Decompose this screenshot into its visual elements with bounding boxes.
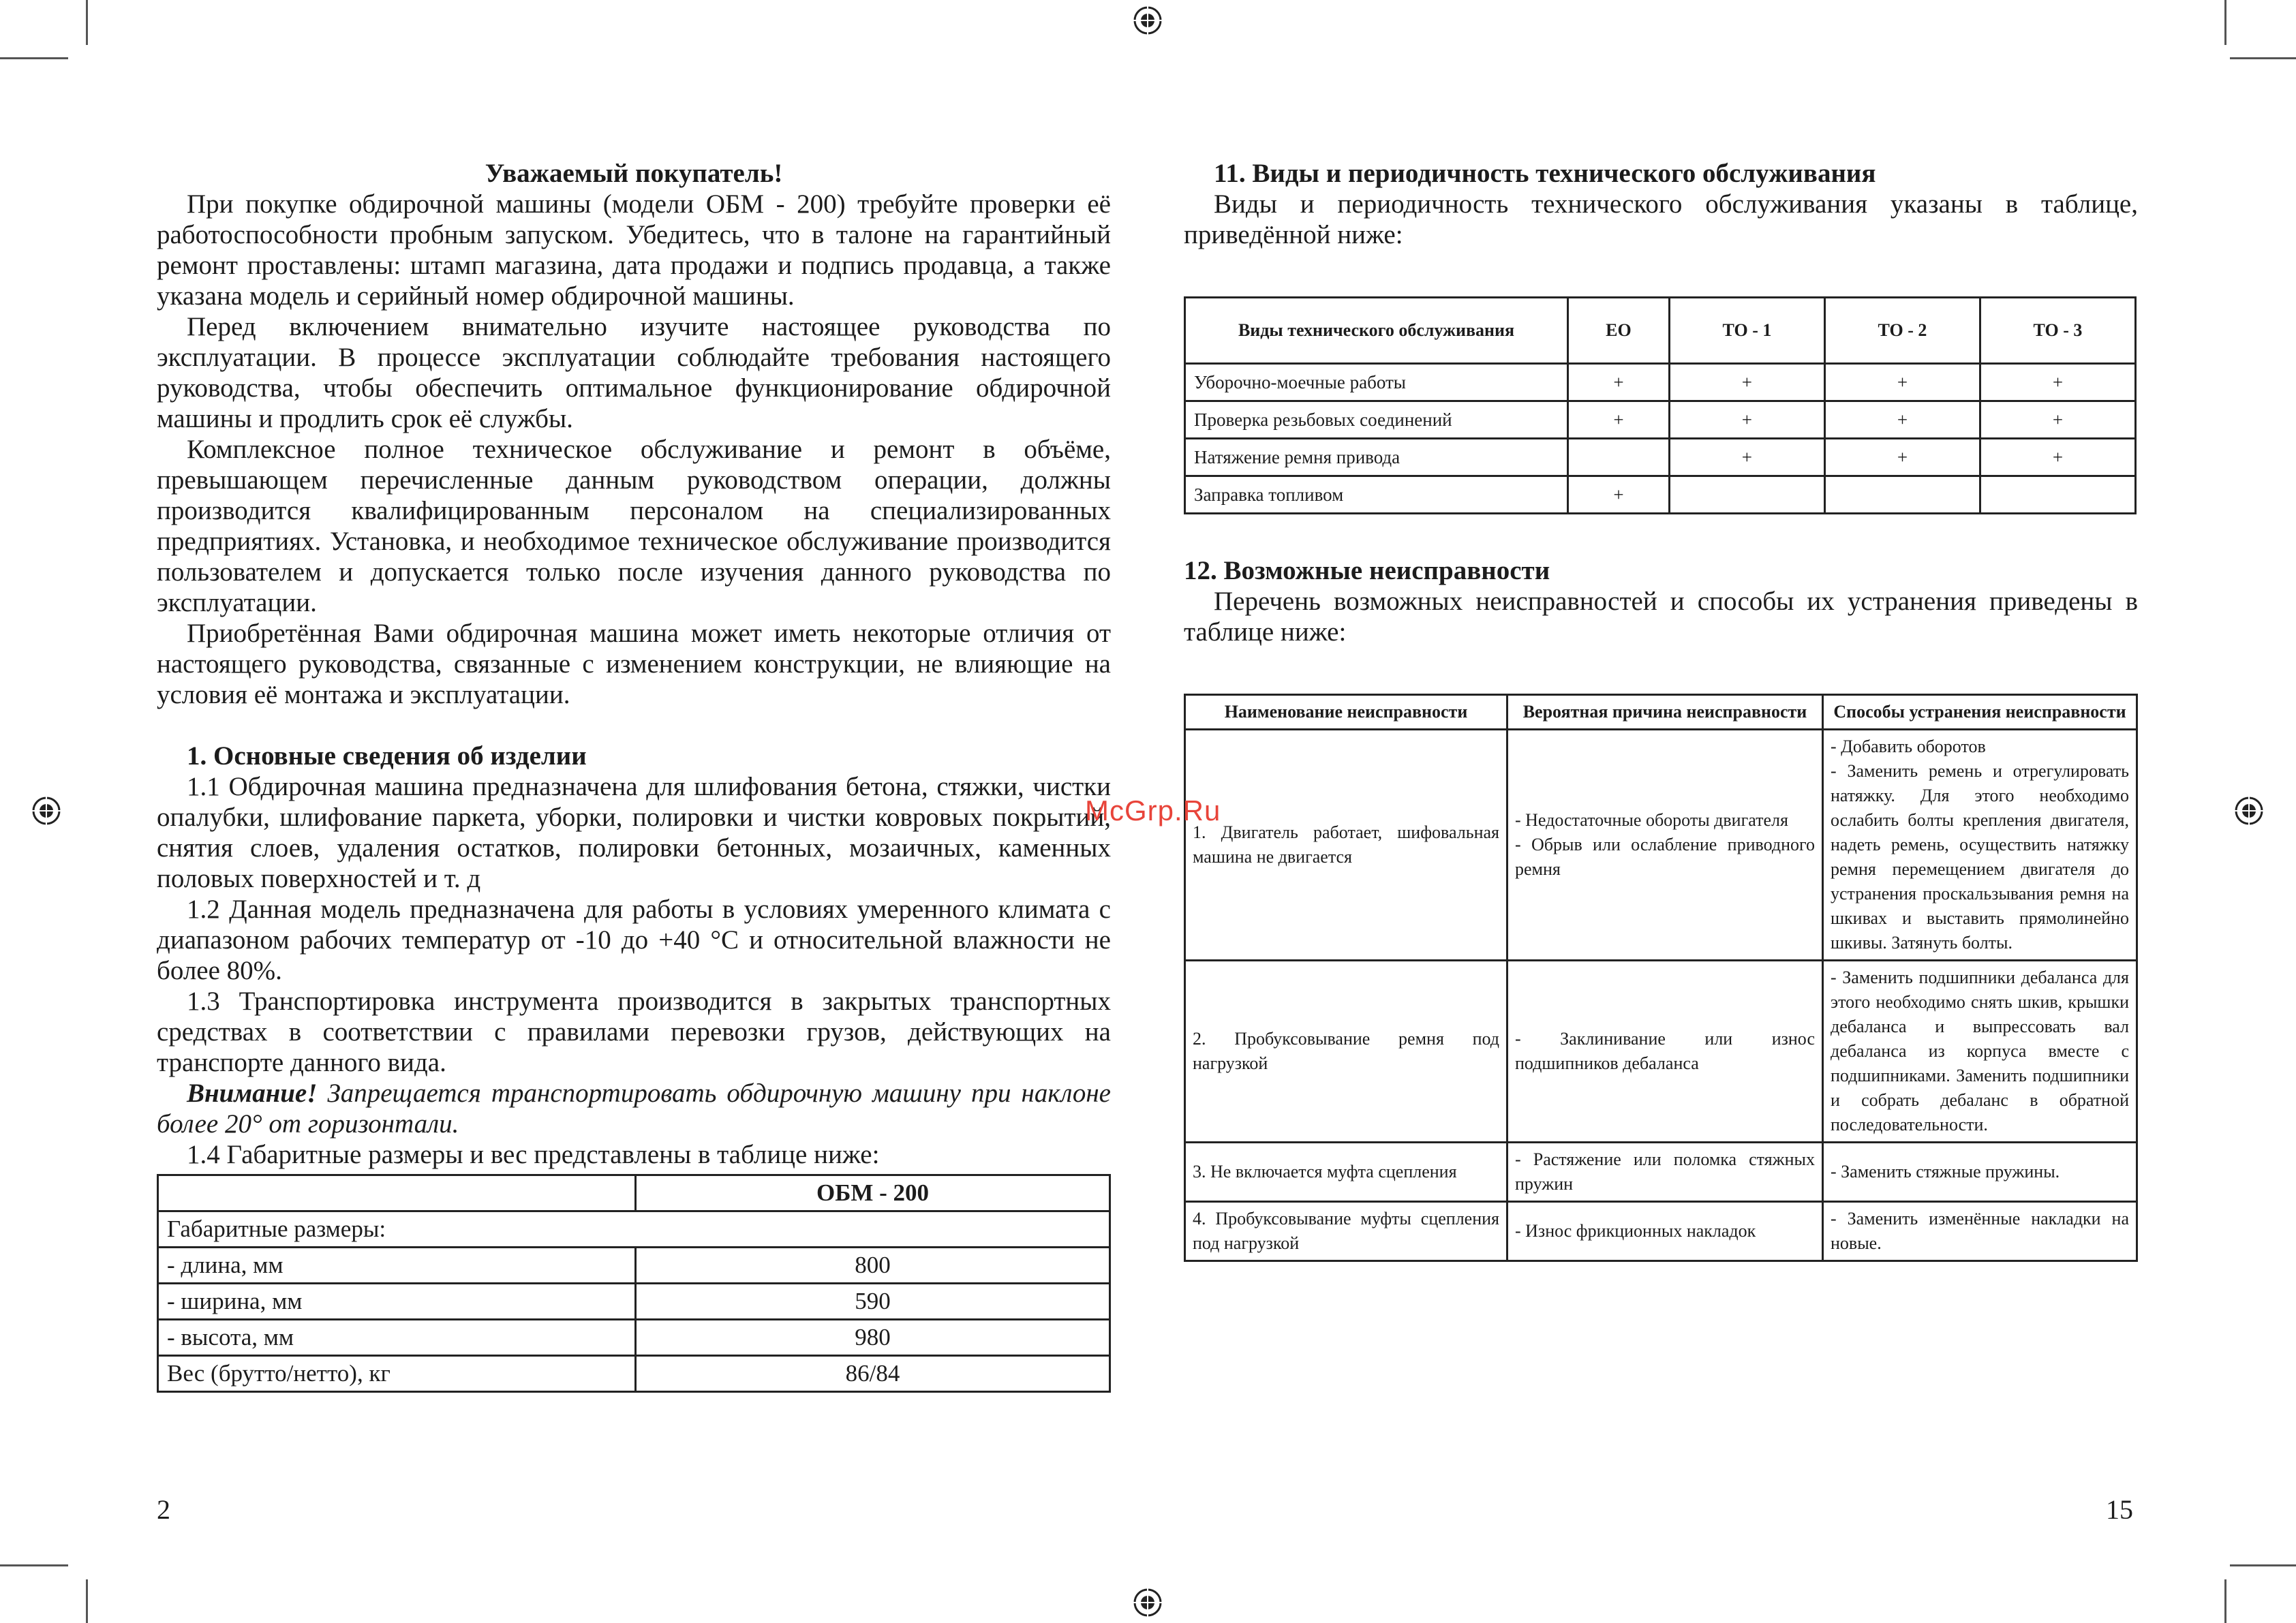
table-row [1185, 695, 2137, 730]
table-cell [1669, 476, 1824, 514]
table-cell: + [1568, 364, 1670, 401]
page-number-right: 15 [2106, 1494, 2133, 1525]
table-row [158, 1211, 1110, 1248]
section-11-text: Виды и периодичность технического обслуживания указаны в таблице, приведённой ниже: [1184, 189, 2138, 249]
table-header: Вероятная причина неисправности [1507, 695, 1823, 730]
registration-mark-icon [1133, 5, 1163, 35]
section-1-title: 1. Основные сведения об изделии [187, 741, 587, 771]
crop-mark [2230, 57, 2296, 59]
table-row [1185, 476, 2136, 514]
table-row [158, 1320, 1110, 1356]
table-cell [1980, 476, 2135, 514]
intro-paragraph: Приобретённая Вами обдирочная машина может иметь некоторые отличия от настоящего руководства, связанные с изменением конструкции, не влияющие на условия её монтажа и эксплуатации. [157, 619, 1111, 709]
crop-mark [0, 57, 68, 59]
warning-text: Запрещается транспортировать обдирочную машину при наклоне более 20° от горизонтали. [157, 1079, 1111, 1139]
dims-intro: 1.4 Габаритные размеры и вес представлены в таблице ниже: [187, 1140, 880, 1169]
faults-table [1184, 694, 2138, 1262]
table-row [158, 1175, 1110, 1211]
fault-cause: - Заклинивание или износ подшипников дебаланса [1507, 961, 1823, 1143]
table-header: ОБМ - 200 [636, 1175, 1110, 1211]
transport-warning [157, 1078, 1111, 1139]
table-row [1185, 1202, 2137, 1261]
table-cell-value: 86/84 [636, 1356, 1110, 1392]
table-cell: + [1980, 364, 2135, 401]
table-cell: + [1669, 439, 1824, 476]
table-header: ЕО [1568, 298, 1670, 364]
section-1-paragraph: 1.2 Данная модель предназначена для работы в условиях умеренного климата с диапазоном рабочих температур от -10 до +40 °С и относительной влажности не более 80%. [157, 895, 1111, 985]
table-cell-label: - ширина, мм [158, 1284, 636, 1320]
table-row [1185, 298, 2136, 364]
table-cell: + [1824, 364, 1980, 401]
section-12-text: Перечень возможных неисправностей и способы их устранения приведены в таблице ниже: [1184, 587, 2138, 647]
crop-mark [2224, 1579, 2226, 1623]
table-header: Виды технического обслуживания [1185, 298, 1568, 364]
table-cell [1568, 439, 1670, 476]
crop-mark [86, 0, 88, 45]
table-cell: + [1824, 439, 1980, 476]
table-row [1185, 364, 2136, 401]
table-row [158, 1356, 1110, 1392]
table-header: ТО - 2 [1824, 298, 1980, 364]
table-cell: Уборочно-моечные работы [1185, 364, 1568, 401]
warning-label: Внимание! [187, 1079, 318, 1108]
table-group-label: Габаритные размеры: [158, 1211, 1110, 1248]
fault-name: 2. Пробуксовывание ремня под нагрузкой [1185, 961, 1507, 1143]
table-cell-label: - длина, мм [158, 1248, 636, 1284]
table-cell-value: 980 [636, 1320, 1110, 1356]
table-cell-label: Вес (брутто/нетто), кг [158, 1356, 636, 1392]
table-cell-value: 800 [636, 1248, 1110, 1284]
intro-paragraph: При покупке обдирочной машины (модели ОБМ - 200) требуйте проверки её работоспособности пробным запуском. Убедитесь, что в талоне на гарантийный ремонт проставлены: штамп магазина, дата продажи и подпись продавца, а также указана модель и серийный номер обдирочной машины. [157, 189, 1111, 311]
fault-name: 4. Пробуксовывание муфты сцепления под нагрузкой [1185, 1202, 1507, 1261]
table-cell: + [1669, 364, 1824, 401]
crop-mark [0, 1564, 68, 1566]
crop-mark [2224, 0, 2226, 45]
crop-mark [2230, 1564, 2296, 1566]
table-cell-value: 590 [636, 1284, 1110, 1320]
greeting-heading: Уважаемый покупатель! [485, 159, 783, 188]
fault-name: 3. Не включается муфта сцепления [1185, 1143, 1507, 1202]
table-cell: + [1568, 401, 1670, 439]
table-row [1185, 401, 2136, 439]
registration-mark-icon [1133, 1588, 1163, 1618]
table-cell [1824, 476, 1980, 514]
table-row [158, 1248, 1110, 1284]
table-cell: Проверка резьбовых соединений [1185, 401, 1568, 439]
dimensions-table [157, 1174, 1111, 1393]
watermark-link[interactable]: McGrp.Ru [1085, 794, 1221, 826]
fault-cause: - Недостаточные обороты двигателя - Обрыв или ослабление приводного ремня [1507, 730, 1823, 961]
table-header: ТО - 1 [1669, 298, 1824, 364]
table-row [1185, 730, 2137, 961]
table-cell: Натяжение ремня привода [1185, 439, 1568, 476]
intro-paragraph: Перед включением внимательно изучите настоящее руководства по эксплуатации. В процессе эксплуатации соблюдайте требования настоящего руководства, чтобы обеспечить оптимальное функционирование обдирочной машины и продлить срок её службы. [157, 312, 1111, 433]
table-header: Наименование неисправности [1185, 695, 1507, 730]
table-cell: + [1669, 401, 1824, 439]
table-cell: + [1824, 401, 1980, 439]
fault-fix: - Заменить подшипники дебаланса для этого необходимо снять шкив, крышки дебаланса и выпрессовать вал дебаланса из корпуса вместе с подшипниками. Заменить подшипники и собрать дебаланс в обратной последовательности. [1823, 961, 2137, 1143]
fault-cause: - Растяжение или поломка стяжных пружин [1507, 1143, 1823, 1202]
section-1-paragraph: 1.3 Транспортировка инструмента производится в закрытых транспортных средствах в соответствии с правилами перевозки грузов, действующих на транспорте данного вида. [157, 987, 1111, 1077]
table-cell: + [1568, 476, 1670, 514]
section-11-title: 11. Виды и периодичность технического обслуживания [1214, 159, 1876, 188]
table-header: ТО - 3 [1980, 298, 2135, 364]
table-cell: + [1980, 439, 2135, 476]
left-page [157, 158, 1111, 1393]
intro-paragraph: Комплексное полное техническое обслуживание и ремонт в объёме, превышающем перечисленные данным руководством операции, должны производится квалифицированным персоналом на специализированных предприятиях. Установка, и необходимое техническое обслуживание производится пользователем и допускается только после изучения данного руководства по эксплуатации. [157, 435, 1111, 617]
maintenance-table [1184, 296, 2137, 514]
crop-mark [86, 1579, 88, 1623]
fault-name: 1. Двигатель работает, шифовальная машина не двигается [1185, 730, 1507, 961]
fault-cause: - Износ фрикционных накладок [1507, 1202, 1823, 1261]
table-row [1185, 1143, 2137, 1202]
table-row [1185, 439, 2136, 476]
right-page [1184, 158, 2138, 1262]
table-cell: + [1980, 401, 2135, 439]
fault-fix: - Добавить оборотов - Заменить ремень и отрегулировать натяжку. Для этого необходимо ослабить болты крепления двигателя, надеть ремень, осуществить натяжку ремня перемещением двигателя до устранения проскальзывания ремня на шкивах и выставить прямолинейно шкивы. Затянуть болты. [1823, 730, 2137, 961]
table-row [158, 1284, 1110, 1320]
table-cell: Заправка топливом [1185, 476, 1568, 514]
fault-fix: - Заменить стяжные пружины. [1823, 1143, 2137, 1202]
table-cell-label: - высота, мм [158, 1320, 636, 1356]
registration-mark-icon [2234, 796, 2264, 826]
registration-mark-icon [31, 796, 61, 826]
section-12-title: 12. Возможные неисправности [1184, 556, 1550, 585]
fault-fix: - Заменить изменённые накладки на новые. [1823, 1202, 2137, 1261]
page-number-left: 2 [157, 1494, 170, 1525]
table-header: Способы устранения неисправности [1823, 695, 2137, 730]
section-1-paragraph: 1.1 Обдирочная машина предназначена для шлифования бетона, стяжки, чистки опалубки, шлифование паркета, уборки, полировки и чистки ковровых покрытий, снятия слоев, удаления остатков, полировки бетонных, мозаичных, каменных половых поверхностей и т. д [157, 772, 1111, 893]
table-row [1185, 961, 2137, 1143]
